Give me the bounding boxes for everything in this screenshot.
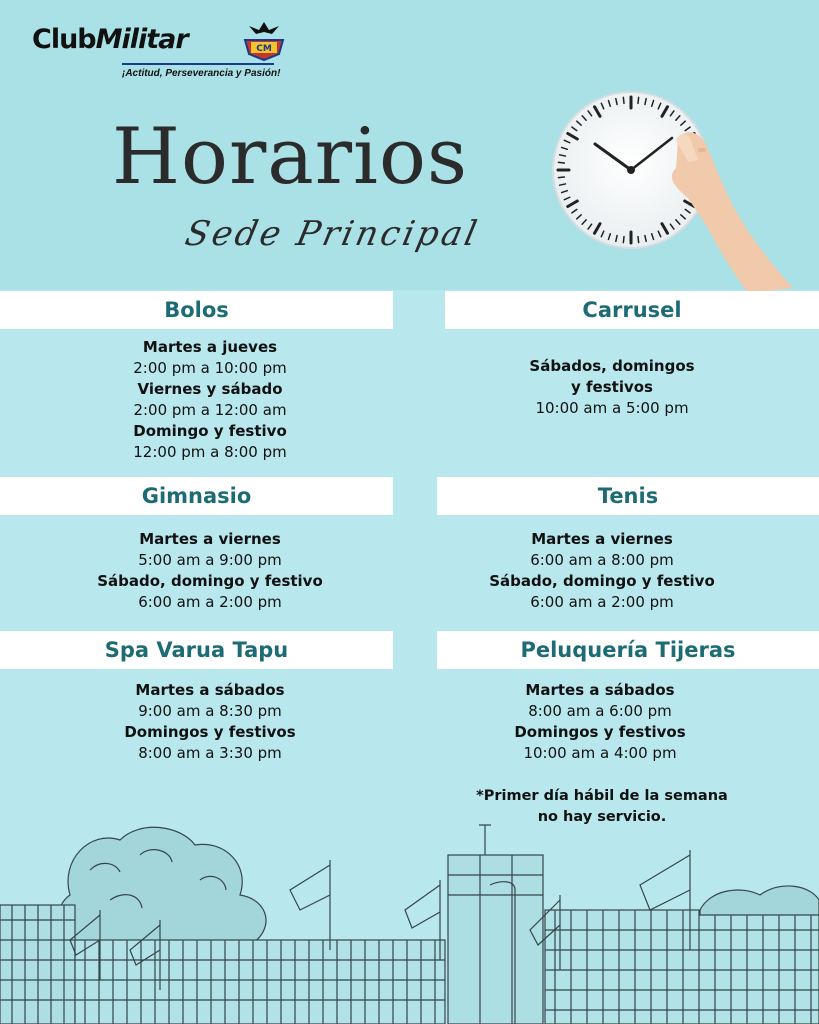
schedule-line: Domingo y festivo xyxy=(133,422,287,440)
schedule-line: Martes a jueves xyxy=(142,338,278,356)
logo-tagline: ¡Actitud, Perseverancia y Pasión! xyxy=(122,68,281,79)
clock-tick xyxy=(638,237,639,243)
schedule-line: 6:00 am a 8:00 pm xyxy=(530,551,674,569)
section-title-tenis: Tenis xyxy=(597,484,659,508)
logo-underline xyxy=(122,63,274,65)
logo-wordmark xyxy=(32,24,188,55)
section-header-peluqueria xyxy=(437,631,819,669)
schedule-line: 2:00 pm a 10:00 pm xyxy=(133,359,287,377)
service-note-line1: *Primer día hábil de la semana xyxy=(476,788,728,804)
section-schedule-gimnasio xyxy=(75,529,345,613)
section-header-spa xyxy=(0,631,393,669)
schedule-line: 8:00 am a 3:30 pm xyxy=(138,744,282,762)
page-title: Horarios xyxy=(112,112,468,202)
schedule-line: Domingos y festivos xyxy=(124,723,296,741)
section-schedule-bolos xyxy=(85,337,335,463)
schedule-line: 6:00 am a 2:00 pm xyxy=(138,593,282,611)
schedule-line: 10:00 am a 4:00 pm xyxy=(523,744,677,762)
section-header-tenis xyxy=(437,477,819,515)
section-title-carrusel: Carrusel xyxy=(582,298,682,322)
section-title-spa: Spa Varua Tapu xyxy=(104,638,289,662)
eagle-shield-icon xyxy=(239,20,289,64)
logo-brand-militar: Militar xyxy=(95,24,188,55)
schedule-line: 12:00 pm a 8:00 pm xyxy=(133,443,287,461)
page-subtitle: Sede Principal xyxy=(181,214,484,254)
section-schedule-peluqueria xyxy=(475,680,725,764)
schedule-line: 6:00 am a 2:00 pm xyxy=(530,593,674,611)
section-header-bolos xyxy=(0,291,393,329)
schedule-line: Sábado, domingo y festivo xyxy=(489,572,715,590)
logo-badge-text: CM xyxy=(256,44,272,54)
clock-tick xyxy=(623,97,624,103)
section-schedule-carrusel xyxy=(487,356,737,419)
schedule-line: Sábado, domingo y festivo xyxy=(97,572,323,590)
logo-brand-club: Club xyxy=(32,24,96,55)
schedule-line: 8:00 am a 6:00 pm xyxy=(528,702,672,720)
schedule-line: Martes a viernes xyxy=(139,530,281,548)
club-militar-logo xyxy=(32,18,292,88)
section-schedule-tenis xyxy=(467,529,737,613)
schedule-line: Domingos y festivos xyxy=(514,723,686,741)
section-title-peluqueria: Peluquería Tijeras xyxy=(520,638,736,662)
section-header-carrusel xyxy=(445,291,819,329)
schedule-line: 2:00 pm a 12:00 am xyxy=(133,401,287,419)
building-sketch-illustration xyxy=(0,800,819,1024)
schedule-line: Martes a sábados xyxy=(135,681,285,699)
schedule-line: Martes a sábados xyxy=(525,681,675,699)
schedule-line: 9:00 am a 8:30 pm xyxy=(138,702,282,720)
clock-tick xyxy=(638,97,639,103)
schedule-line: 10:00 am a 5:00 pm xyxy=(535,399,689,417)
section-title-gimnasio: Gimnasio xyxy=(141,484,252,508)
section-title-bolos: Bolos xyxy=(164,298,229,322)
section-schedule-spa xyxy=(85,680,335,764)
clock-photo-icon xyxy=(548,88,808,293)
schedule-line: 5:00 am a 9:00 pm xyxy=(138,551,282,569)
schedule-line: y festivos xyxy=(571,378,653,396)
section-header-gimnasio xyxy=(0,477,393,515)
clock-tick xyxy=(558,162,564,163)
schedule-line: Martes a viernes xyxy=(531,530,673,548)
service-note-line2: no hay servicio. xyxy=(537,809,667,825)
schedule-line: Sábados, domingos xyxy=(529,357,695,375)
schedule-line: Viernes y sábado xyxy=(137,380,283,398)
clock-tick xyxy=(623,237,624,243)
clock-tick xyxy=(558,177,564,178)
